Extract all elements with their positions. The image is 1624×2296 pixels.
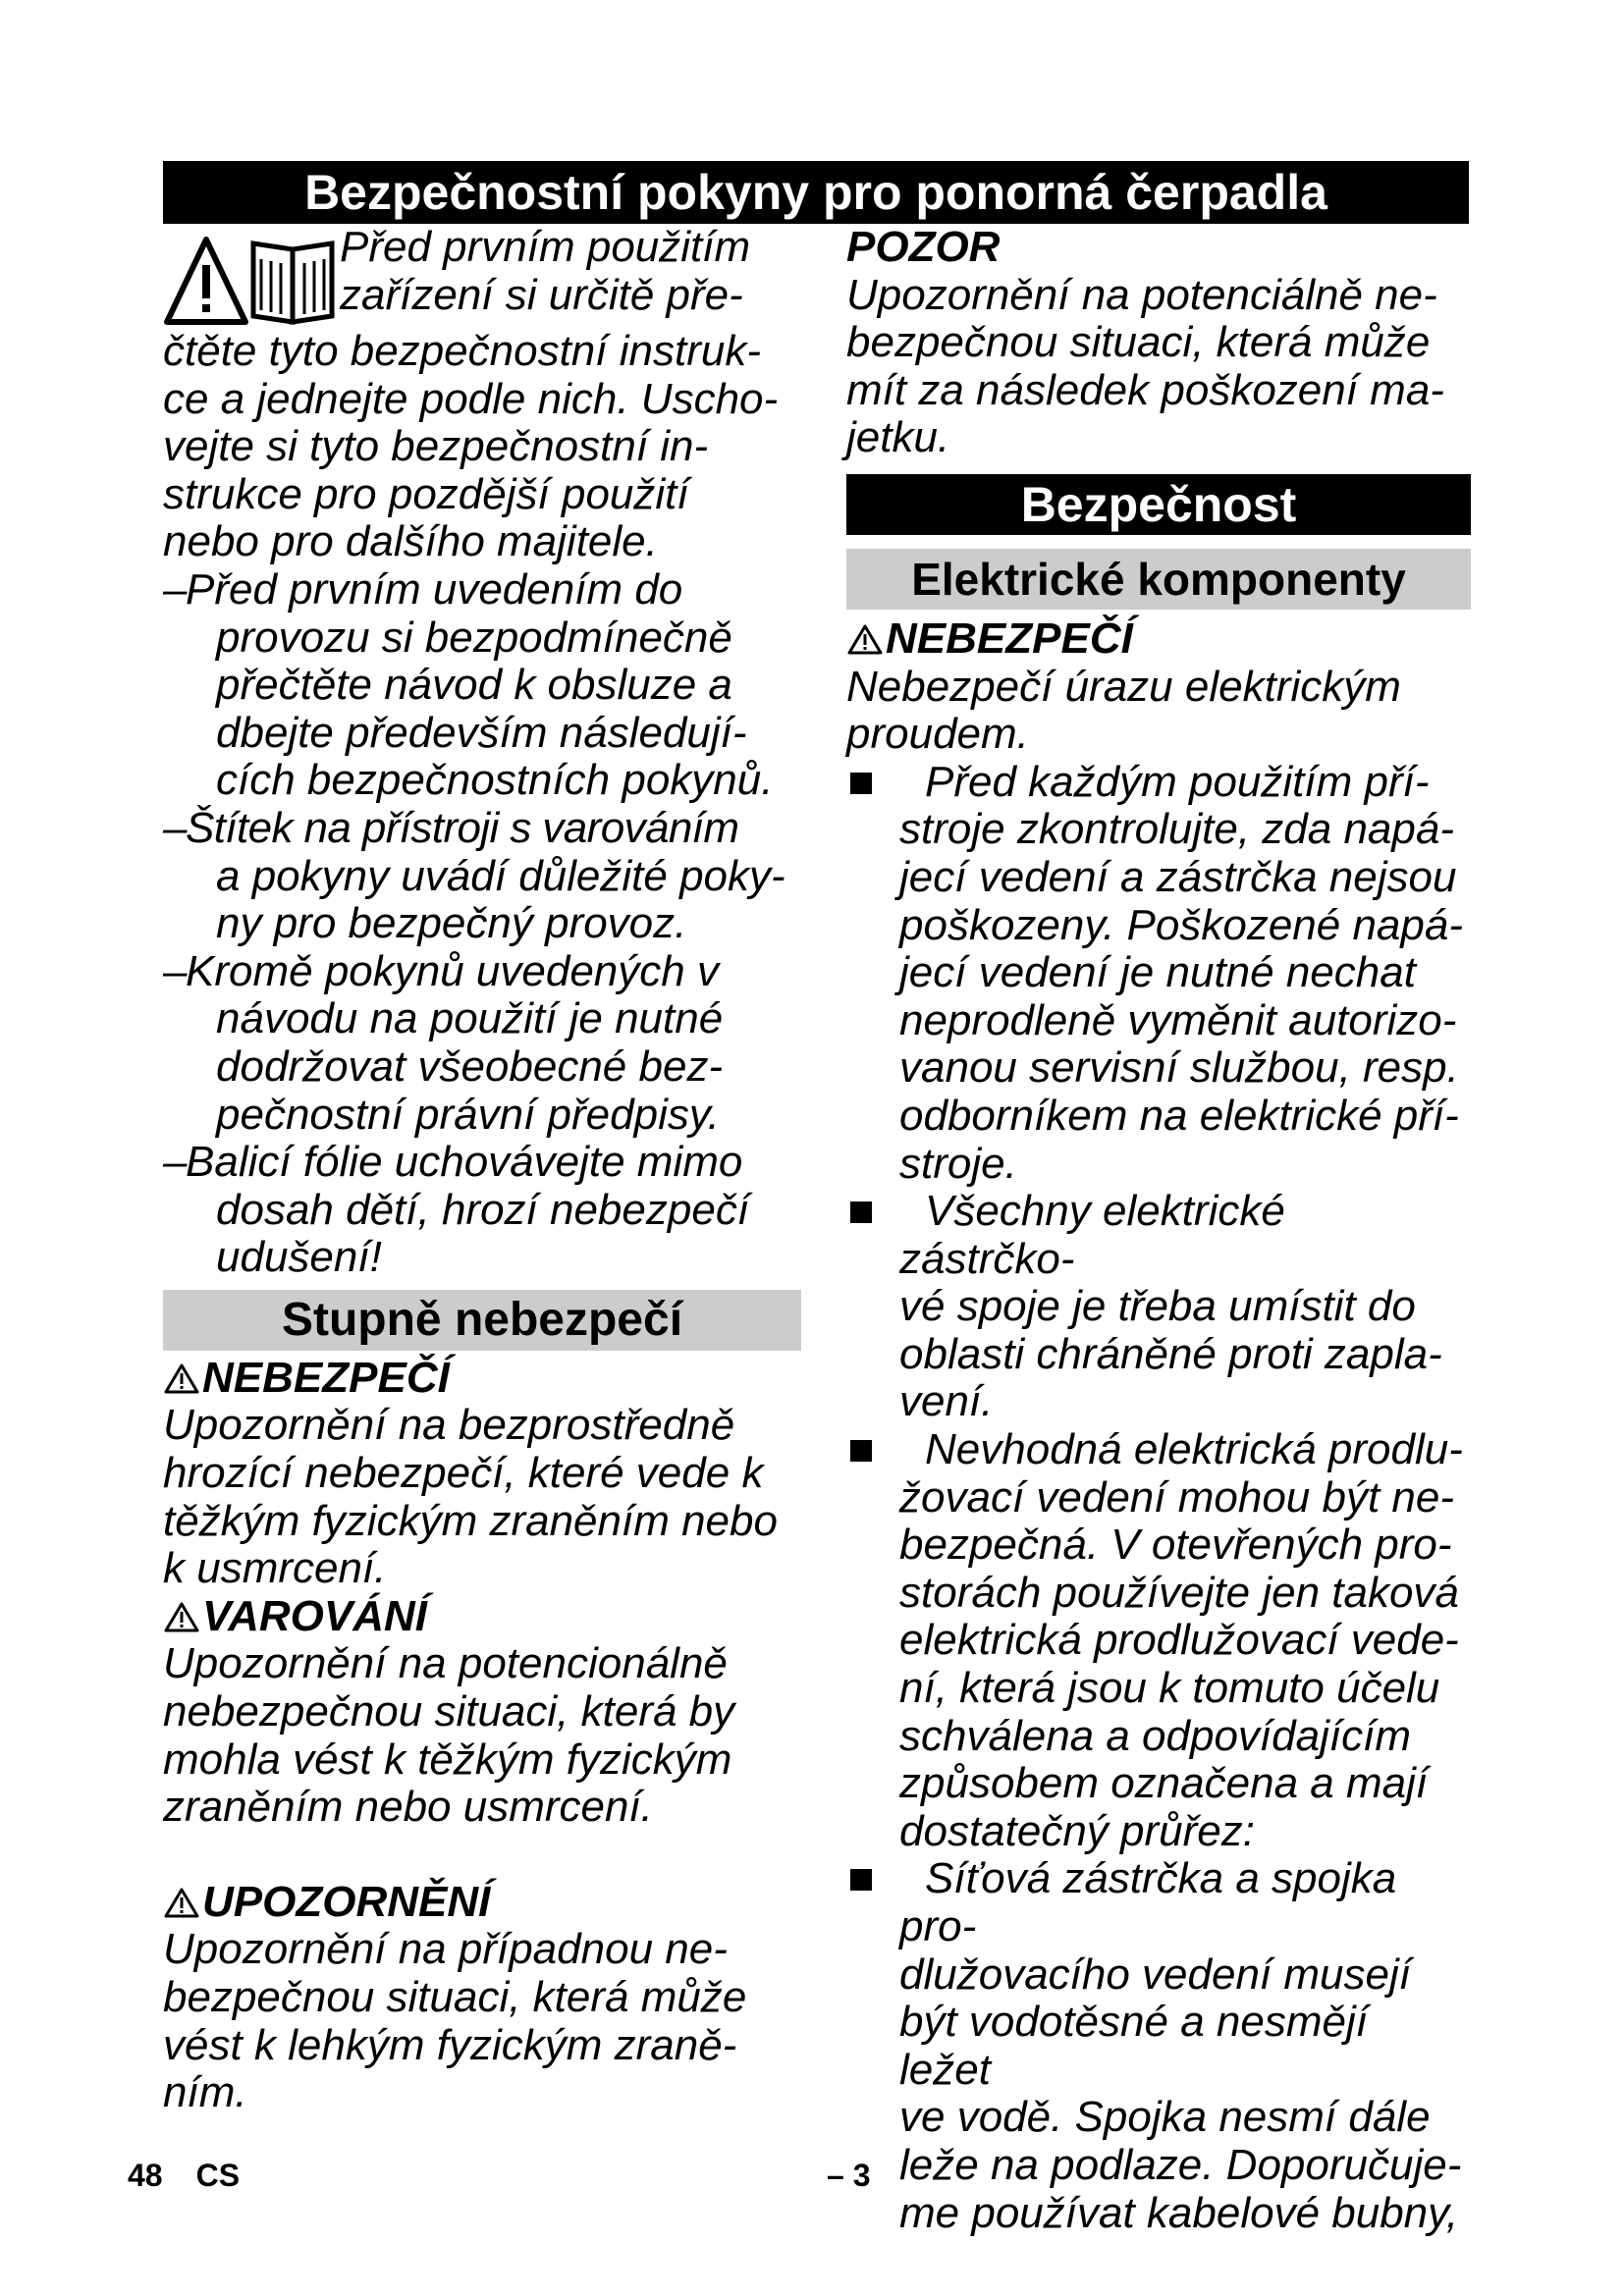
list-item: [163, 566, 801, 805]
notice-line: bezpečnou situaci, která může: [846, 318, 1431, 367]
notice-line: Upozornění na potenciálně ne-: [846, 270, 1437, 319]
intro-line: nebo pro dalšího majitele.: [163, 517, 658, 566]
hazard-line: vést k lehkým fyzickým zraně-: [163, 2020, 737, 2069]
list-line: dodržovat všeobecné bez-: [216, 1041, 724, 1091]
list-line: dbejte především následují-: [216, 708, 747, 757]
list-item: [163, 948, 801, 1139]
bullet-item: [846, 759, 1471, 1188]
hazard-line: Upozornění na případnou ne-: [163, 1925, 728, 1974]
danger-line: Nebezpečí úrazu elektrickým: [846, 662, 1401, 711]
bullet-marker: [850, 1440, 872, 1462]
list-line: Balicí fólie uchovávejte mimo: [186, 1138, 743, 1187]
list-line: Štítek na přístroji s varováním: [186, 803, 739, 852]
list-line: provozu si bezpodmínečně: [216, 613, 732, 662]
hazard-label: [163, 1593, 801, 1641]
bullet-line: Síťová zástrčka a spojka pro-: [899, 1854, 1397, 1950]
danger-label-text: NEBEZPEČÍ: [886, 614, 1133, 663]
list-line: dosah dětí, hrozí nebezpečí: [216, 1185, 750, 1234]
list-line: cích bezpečnostních pokynů.: [216, 756, 774, 805]
list-line: přečtěte návod k obsluze a: [216, 661, 732, 710]
bullet-line: jecí vedení je nutné nechat: [899, 948, 1416, 997]
bullet-line: neprodleně vyměnit autorizo-: [899, 995, 1457, 1044]
hazard-line: těžkým fyzickým zraněním nebo: [163, 1496, 778, 1545]
intro-line: strukce pro pozdější použití: [163, 469, 689, 518]
language-code: CS: [195, 2158, 241, 2193]
bullet-line: žovací vedení mohou být ne-: [899, 1472, 1454, 1522]
hazard-label: [163, 1355, 801, 1403]
bullet-marker: [850, 1869, 872, 1891]
left-column: [163, 224, 801, 2117]
sub-page-number: – 3: [827, 2158, 871, 2193]
bullet-item: [846, 1426, 1471, 1855]
dash-marker: –: [163, 1138, 188, 1187]
right-column: [846, 224, 1471, 2237]
list-line: udušení!: [216, 1233, 382, 1282]
bullet-item: [846, 1855, 1471, 2237]
warning-icon: [163, 1600, 200, 1633]
hazard-line: bezpečnou situaci, která může: [163, 1973, 747, 2021]
hazard-label-text: NEBEZPEČÍ: [202, 1353, 450, 1402]
intro-line: zařízení si určitě pře-: [340, 270, 743, 319]
hazard-levels-heading: Stupně nebezpečí: [163, 1290, 801, 1351]
bullet-line: dlužovacího vedení musejí: [899, 1949, 1411, 1999]
danger-line: proudem.: [846, 710, 1029, 759]
hazard-line: zraněním nebo usmrcení.: [163, 1783, 653, 1832]
page-title: Bezpečnostní pokyny pro ponorná čerpadla: [163, 161, 1469, 224]
bullet-line: Před každým použitím pří-: [925, 757, 1430, 806]
bullet-marker: [850, 1201, 872, 1223]
warning-icon: [846, 622, 884, 656]
list-line: pečnostní právní předpisy.: [216, 1090, 720, 1139]
danger-label: [846, 615, 1471, 664]
warning-manual-icon: [163, 230, 340, 328]
intro-line: čtěte tyto bezpečnostní instruk-: [163, 327, 761, 375]
bullet-line: storách používejte jen taková: [899, 1568, 1459, 1617]
bullet-line: vé spoje je třeba umístit do: [899, 1282, 1416, 1331]
bullet-line: ve vodě. Spojka nesmí dále: [899, 2093, 1431, 2142]
electrical-heading: Elektrické komponenty: [846, 549, 1471, 610]
hazard-level: [163, 1593, 801, 1832]
list-item: [163, 1139, 801, 1282]
hazard-label-text: UPOZORNĚNÍ: [202, 1877, 491, 1926]
dash-marker: –: [163, 564, 188, 614]
hazard-level: [163, 1879, 801, 2117]
bullet-line: být vodotěsné a nesmějí ležet: [899, 1998, 1368, 2094]
list-item: [163, 805, 801, 948]
bullet-line: oblasti chráněné proti zapla-: [899, 1329, 1442, 1378]
list-line: ny pro bezpečný provoz.: [216, 899, 687, 948]
notice-line: jetku.: [846, 413, 950, 462]
bullet-line: stroje.: [899, 1139, 1017, 1188]
hazard-line: nebezpečnou situaci, která by: [163, 1687, 735, 1736]
intro-line: Před prvním použitím: [340, 223, 751, 271]
bullet-line: Nevhodná elektrická prodlu-: [925, 1425, 1463, 1474]
list-line: návodu na použití je nutné: [216, 994, 724, 1043]
notice-line: mít za následek poškození ma-: [846, 365, 1444, 414]
hazard-line: Upozornění na potencionálně: [163, 1639, 728, 1688]
hazard-label-text: VAROVÁNÍ: [202, 1591, 427, 1640]
hazard-line: k usmrcení.: [163, 1544, 387, 1593]
bullet-line: dostatečný průřez:: [899, 1806, 1255, 1855]
dash-marker: –: [163, 803, 188, 852]
bullet-line: bezpečná. V otevřených pro-: [899, 1521, 1452, 1570]
bullet-line: způsobem označena a mají: [899, 1759, 1429, 1808]
bullet-line: poškozeny. Poškozené napá-: [899, 900, 1463, 949]
dash-marker: –: [163, 946, 188, 995]
notice-label: POZOR: [846, 223, 1001, 271]
notice-block: [846, 224, 1471, 462]
hazard-line: mohla vést k těžkým fyzickým: [163, 1735, 732, 1784]
safety-heading: Bezpečnost: [846, 474, 1471, 535]
intro-paragraph: [163, 224, 801, 566]
bullet-line: jecí vedení a zástrčka nejsou: [899, 852, 1457, 901]
danger-block: [846, 615, 1471, 759]
bullet-line: schválena a odpovídajícím: [899, 1711, 1411, 1760]
warning-icon: [163, 1886, 200, 1919]
bullet-line: stroje zkontrolujte, zda napá-: [899, 805, 1454, 854]
hazard-line: Upozornění na bezprostředně: [163, 1401, 735, 1450]
list-line: a pokyny uvádí důležité poky-: [216, 851, 785, 900]
list-line: Kromě pokynů uvedených v: [186, 946, 719, 995]
bullet-line: odborníkem na elektrické pří-: [899, 1091, 1459, 1140]
hazard-level: [163, 1355, 801, 1593]
hazard-line: ním.: [163, 2068, 247, 2117]
warning-icon: [163, 1362, 200, 1395]
bullet-line: Všechny elektrické zástrčko-: [899, 1187, 1285, 1283]
bullet-line: elektrická prodlužovací vede-: [899, 1616, 1459, 1665]
intro-line: vejte si tyto bezpečnostní in-: [163, 422, 709, 471]
list-line: Před prvním uvedením do: [186, 564, 683, 614]
hazard-label: [163, 1879, 801, 1927]
bullet-line: me používat kabelové bubny,: [899, 2188, 1459, 2237]
bullet-line: vení.: [899, 1377, 994, 1426]
intro-line: ce a jednejte podle nich. Uscho-: [163, 374, 779, 423]
page-number: 48: [128, 2158, 163, 2193]
page-footer: [128, 2158, 240, 2194]
bullet-item: [846, 1188, 1471, 1426]
bullet-line: ní, která jsou k tomuto účelu: [899, 1664, 1440, 1713]
hazard-line: hrozící nebezpečí, které vede k: [163, 1449, 764, 1498]
bullet-marker: [850, 773, 872, 794]
bullet-line: leže na podlaze. Doporučuje-: [899, 2140, 1462, 2189]
bullet-line: vanou servisní službou, resp.: [899, 1043, 1459, 1093]
